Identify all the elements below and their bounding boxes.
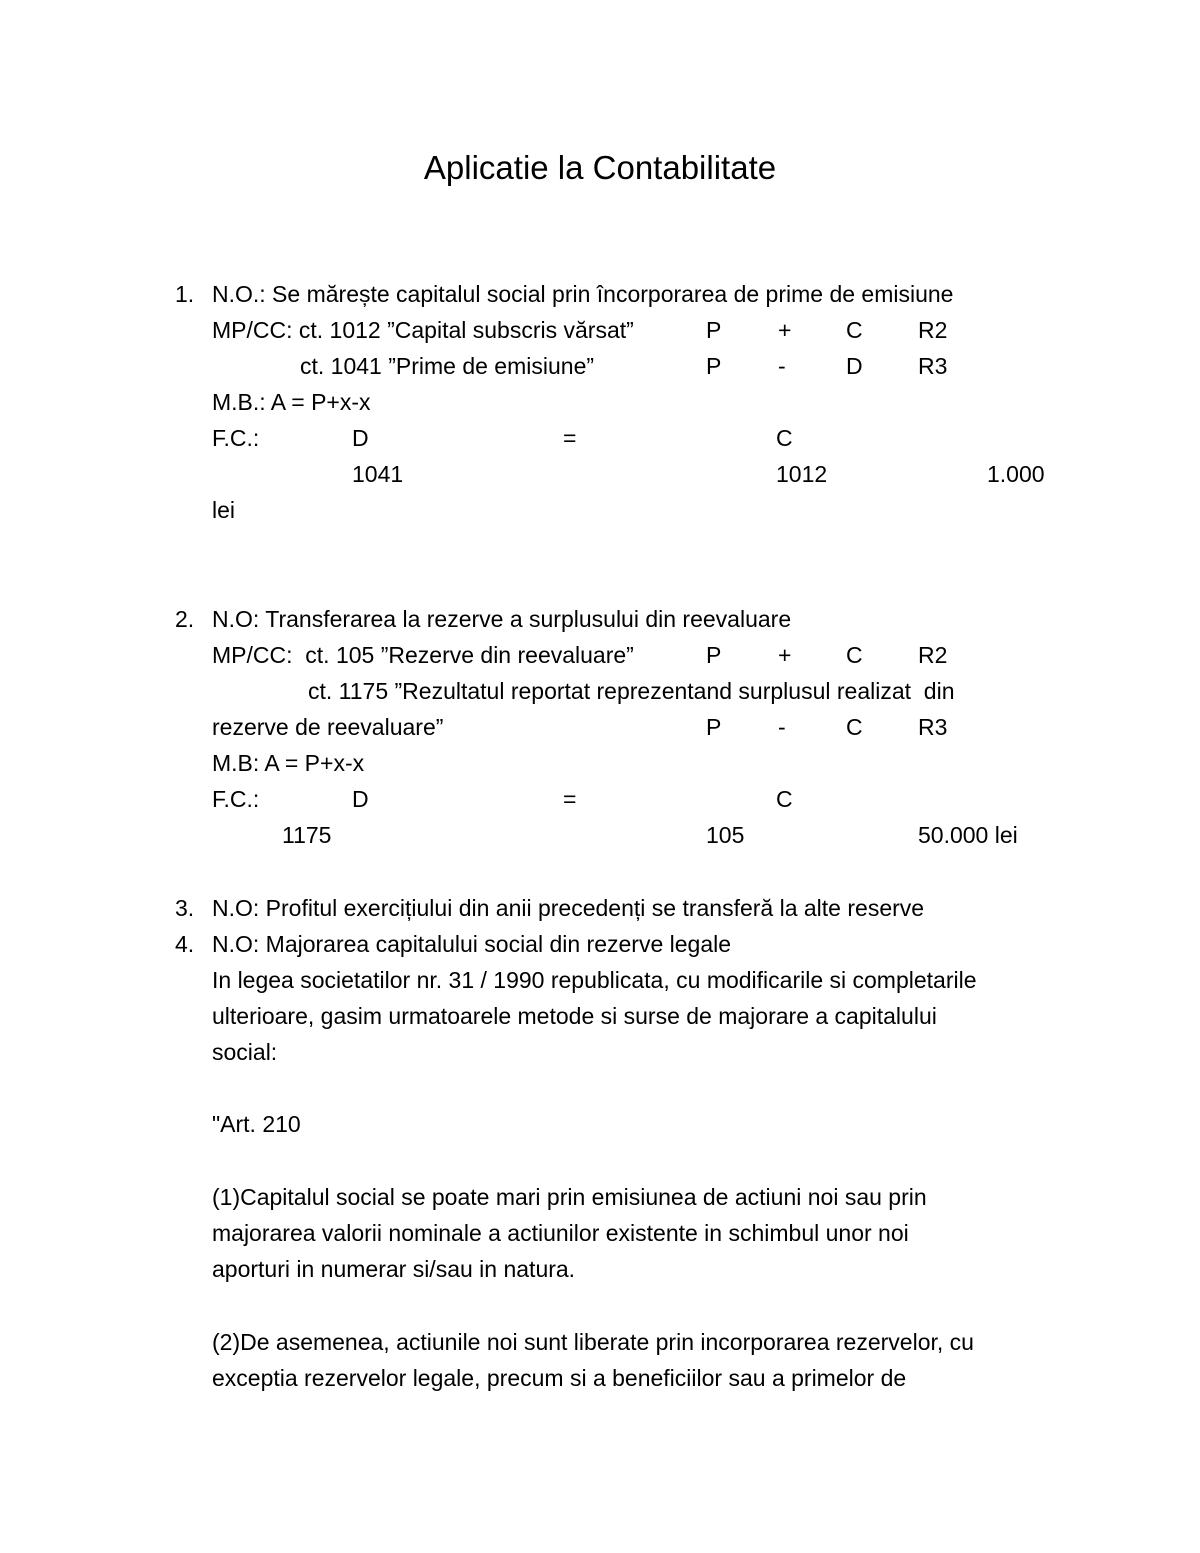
s2-r1-type: P bbox=[706, 642, 722, 668]
s2-fc-equals: = bbox=[563, 786, 577, 812]
s2-operation-text: N.O: Transferarea la rezerve a surplusului din reevaluare bbox=[212, 606, 792, 632]
article-para1-line: (1)Capitalul social se poate mari prin emisiunea de actiuni noi sau prin bbox=[212, 1184, 927, 1210]
s2-fc-credit: C bbox=[776, 786, 793, 812]
list-number-2: 2. bbox=[175, 606, 195, 632]
s2-r1-side: C bbox=[846, 642, 863, 668]
list-number-4: 4. bbox=[175, 931, 195, 957]
s1-balance-model: M.B.: A = P+x-x bbox=[212, 389, 371, 415]
s1-r1-side: C bbox=[846, 317, 863, 343]
s2-r1-sign: + bbox=[778, 642, 792, 668]
s4-paragraph-line: social: bbox=[212, 1039, 278, 1065]
s2-amount: 50.000 lei bbox=[918, 822, 1018, 848]
s1-r1-type: P bbox=[706, 317, 722, 343]
s1-fc-label: F.C.: bbox=[212, 425, 260, 451]
s2-account-105: MP/CC: ct. 105 ”Rezerve din reevaluare” bbox=[212, 642, 634, 668]
s1-credit-account: 1012 bbox=[776, 461, 828, 487]
s1-fc-debit: D bbox=[352, 425, 369, 451]
s2-r1-rule: R2 bbox=[918, 642, 948, 668]
article-para1-line: majorarea valorii nominale a actiunilor existente in schimbul unor noi bbox=[212, 1220, 909, 1246]
s2-r2-type: P bbox=[706, 714, 722, 740]
s1-amount: 1.000 bbox=[987, 461, 1045, 487]
s1-debit-account: 1041 bbox=[352, 461, 404, 487]
s2-credit-account: 105 bbox=[706, 822, 745, 848]
article-para2-line: (2)De asemenea, actiunile noi sunt liberate prin incorporarea rezervelor, cu bbox=[212, 1329, 974, 1355]
s2-debit-account: 1175 bbox=[282, 822, 332, 848]
s2-account-1175: ct. 1175 ”Rezultatul reportat reprezentand surplusul realizat din bbox=[308, 678, 955, 704]
article-heading: "Art. 210 bbox=[212, 1111, 301, 1137]
s1-fc-credit: C bbox=[776, 425, 793, 451]
s1-r2-rule: R3 bbox=[918, 353, 948, 379]
article-para1-line: aporturi in numerar si/sau in natura. bbox=[212, 1256, 576, 1282]
s1-account-1012: MP/CC: ct. 1012 ”Capital subscris vărsat” bbox=[212, 317, 634, 343]
article-para2-line: exceptia rezervelor legale, precum si a beneficiilor sau a primelor de bbox=[212, 1365, 907, 1391]
s2-fc-debit: D bbox=[352, 786, 369, 812]
s1-r1-sign: + bbox=[778, 317, 792, 343]
s2-account-1175-cont: rezerve de reevaluare” bbox=[212, 714, 444, 740]
s1-r2-type: P bbox=[706, 353, 722, 379]
s2-r2-rule: R3 bbox=[918, 714, 948, 740]
s1-r2-sign: - bbox=[778, 353, 786, 379]
document-title: Aplicatie la Contabilitate bbox=[423, 149, 777, 186]
s2-fc-label: F.C.: bbox=[212, 786, 260, 812]
s2-r2-sign: - bbox=[778, 714, 786, 740]
s1-account-1041: ct. 1041 ”Prime de emisiune” bbox=[300, 353, 595, 379]
s1-r1-rule: R2 bbox=[918, 317, 948, 343]
s4-paragraph-line: In legea societatilor nr. 31 / 1990 republicata, cu modificarile si completarile bbox=[212, 967, 977, 993]
s1-unit: lei bbox=[212, 497, 236, 523]
s4-paragraph-line: ulterioare, gasim urmatoarele metode si surse de majorare a capitalului bbox=[212, 1003, 937, 1029]
list-number-3: 3. bbox=[175, 895, 195, 921]
s3-operation-text: N.O: Profitul exercițiului din anii precedenți se transferă la alte reserve bbox=[212, 895, 925, 921]
s1-fc-equals: = bbox=[563, 425, 577, 451]
s1-r2-side: D bbox=[846, 353, 863, 379]
s4-operation-text: N.O: Majorarea capitalului social din rezerve legale bbox=[212, 931, 732, 957]
list-number-1: 1. bbox=[175, 281, 195, 307]
s2-r2-side: C bbox=[846, 714, 863, 740]
s2-balance-model: M.B: A = P+x-x bbox=[212, 750, 365, 776]
s1-operation-text: N.O.: Se mărește capitalul social prin încorporarea de prime de emisiune bbox=[212, 281, 954, 307]
